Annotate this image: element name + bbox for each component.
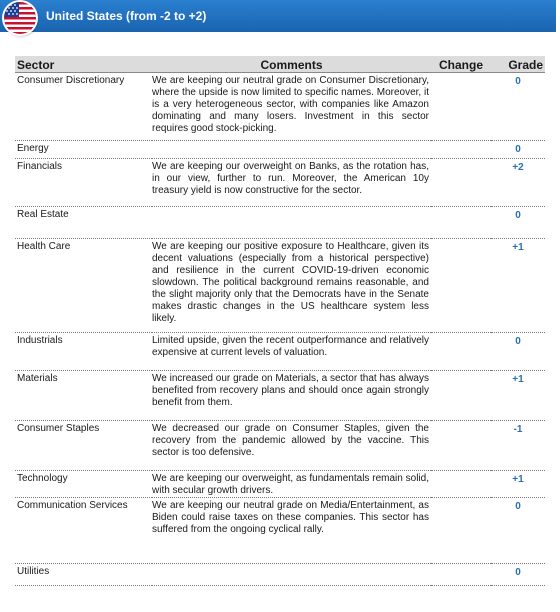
grade-cell: -1 [491, 421, 545, 471]
table-row [15, 471, 545, 498]
grade-cell: +1 [491, 239, 545, 333]
sector-table [15, 56, 545, 586]
sector-cell: Consumer Staples [15, 421, 152, 471]
comment-cell: We are keeping our overweight, as fundamentals remain solid, with secular growth drivers. [152, 471, 431, 498]
column-header-comments: Comments [152, 56, 431, 73]
comment-cell [152, 564, 431, 586]
comment-cell: We are keeping our overweight on Banks, as the rotation has, in our view, further to run. Moreover, the American 10y treasury yield is now constructive for the sector. [152, 159, 431, 207]
change-cell [431, 333, 491, 371]
us-flag-icon [4, 2, 36, 34]
table-row [15, 564, 545, 586]
sector-cell: Consumer Discretionary [15, 73, 152, 141]
sector-cell: Industrials [15, 333, 152, 371]
grade-cell: +1 [491, 371, 545, 421]
column-header-change: Change [431, 56, 491, 73]
change-cell [431, 239, 491, 333]
change-cell [431, 564, 491, 586]
change-cell [431, 498, 491, 564]
table-row [15, 498, 545, 564]
sector-cell: Technology [15, 471, 152, 498]
grade-cell: 0 [491, 333, 545, 371]
comment-cell: We are keeping our neutral grade on Consumer Discretionary, where the upside is now limited to specific names. Moreover, it is a very heterogeneous sector, with companies like Amazon dominating and many losers. Investment in this sector requires good stock-picking. [152, 73, 431, 141]
sector-cell: Utilities [15, 564, 152, 586]
column-header-grade: Grade [491, 56, 545, 73]
table-row [15, 371, 545, 421]
comment-cell: We are keeping our neutral grade on Media/Entertainment, as Biden could raise taxes on these companies. This sector has suffered from the ongoing cyclical rally. [152, 498, 431, 564]
change-cell [431, 141, 491, 159]
comment-cell: Limited upside, given the recent outperformance and relatively expensive at current levels of valuation. [152, 333, 431, 371]
change-cell [431, 73, 491, 141]
column-header-sector: Sector [15, 56, 152, 73]
grade-cell: +2 [491, 159, 545, 207]
change-cell [431, 421, 491, 471]
page-title: United States (from -2 to +2) [46, 9, 207, 23]
comment-cell: We increased our grade on Materials, a sector that has always benefited from recovery plans and should once again strongly benefit from them. [152, 371, 431, 421]
grade-cell: 0 [491, 564, 545, 586]
comment-cell: We are keeping our positive exposure to Healthcare, given its decent valuations (especially from a historical perspective) and resilience in the current COVID-19-driven economic slowdown. The political background remains reasonable, and the slight majority only that the Democrats have in the Senate makes drastic changes in the US healthcare system less likely. [152, 239, 431, 333]
table-row [15, 239, 545, 333]
table-header-row [15, 56, 545, 73]
table-row [15, 333, 545, 371]
grade-cell: +1 [491, 471, 545, 498]
sector-cell: Financials [15, 159, 152, 207]
grade-cell: 0 [491, 207, 545, 239]
table-row [15, 73, 545, 141]
change-cell [431, 207, 491, 239]
table-row [15, 207, 545, 239]
table-row [15, 421, 545, 471]
sector-cell: Energy [15, 141, 152, 159]
grade-cell: 0 [491, 141, 545, 159]
change-cell [431, 471, 491, 498]
title-banner [0, 0, 556, 32]
sector-cell: Communication Services [15, 498, 152, 564]
grade-cell: 0 [491, 498, 545, 564]
change-cell [431, 159, 491, 207]
sector-cell: Materials [15, 371, 152, 421]
table-row [15, 159, 545, 207]
grade-cell: 0 [491, 73, 545, 141]
change-cell [431, 371, 491, 421]
comment-cell [152, 141, 431, 159]
comment-cell [152, 207, 431, 239]
table-row [15, 141, 545, 159]
sector-cell: Real Estate [15, 207, 152, 239]
sector-cell: Health Care [15, 239, 152, 333]
comment-cell: We decreased our grade on Consumer Staples, given the recovery from the pandemic allowed by the vaccine. This sector is too defensive. [152, 421, 431, 471]
